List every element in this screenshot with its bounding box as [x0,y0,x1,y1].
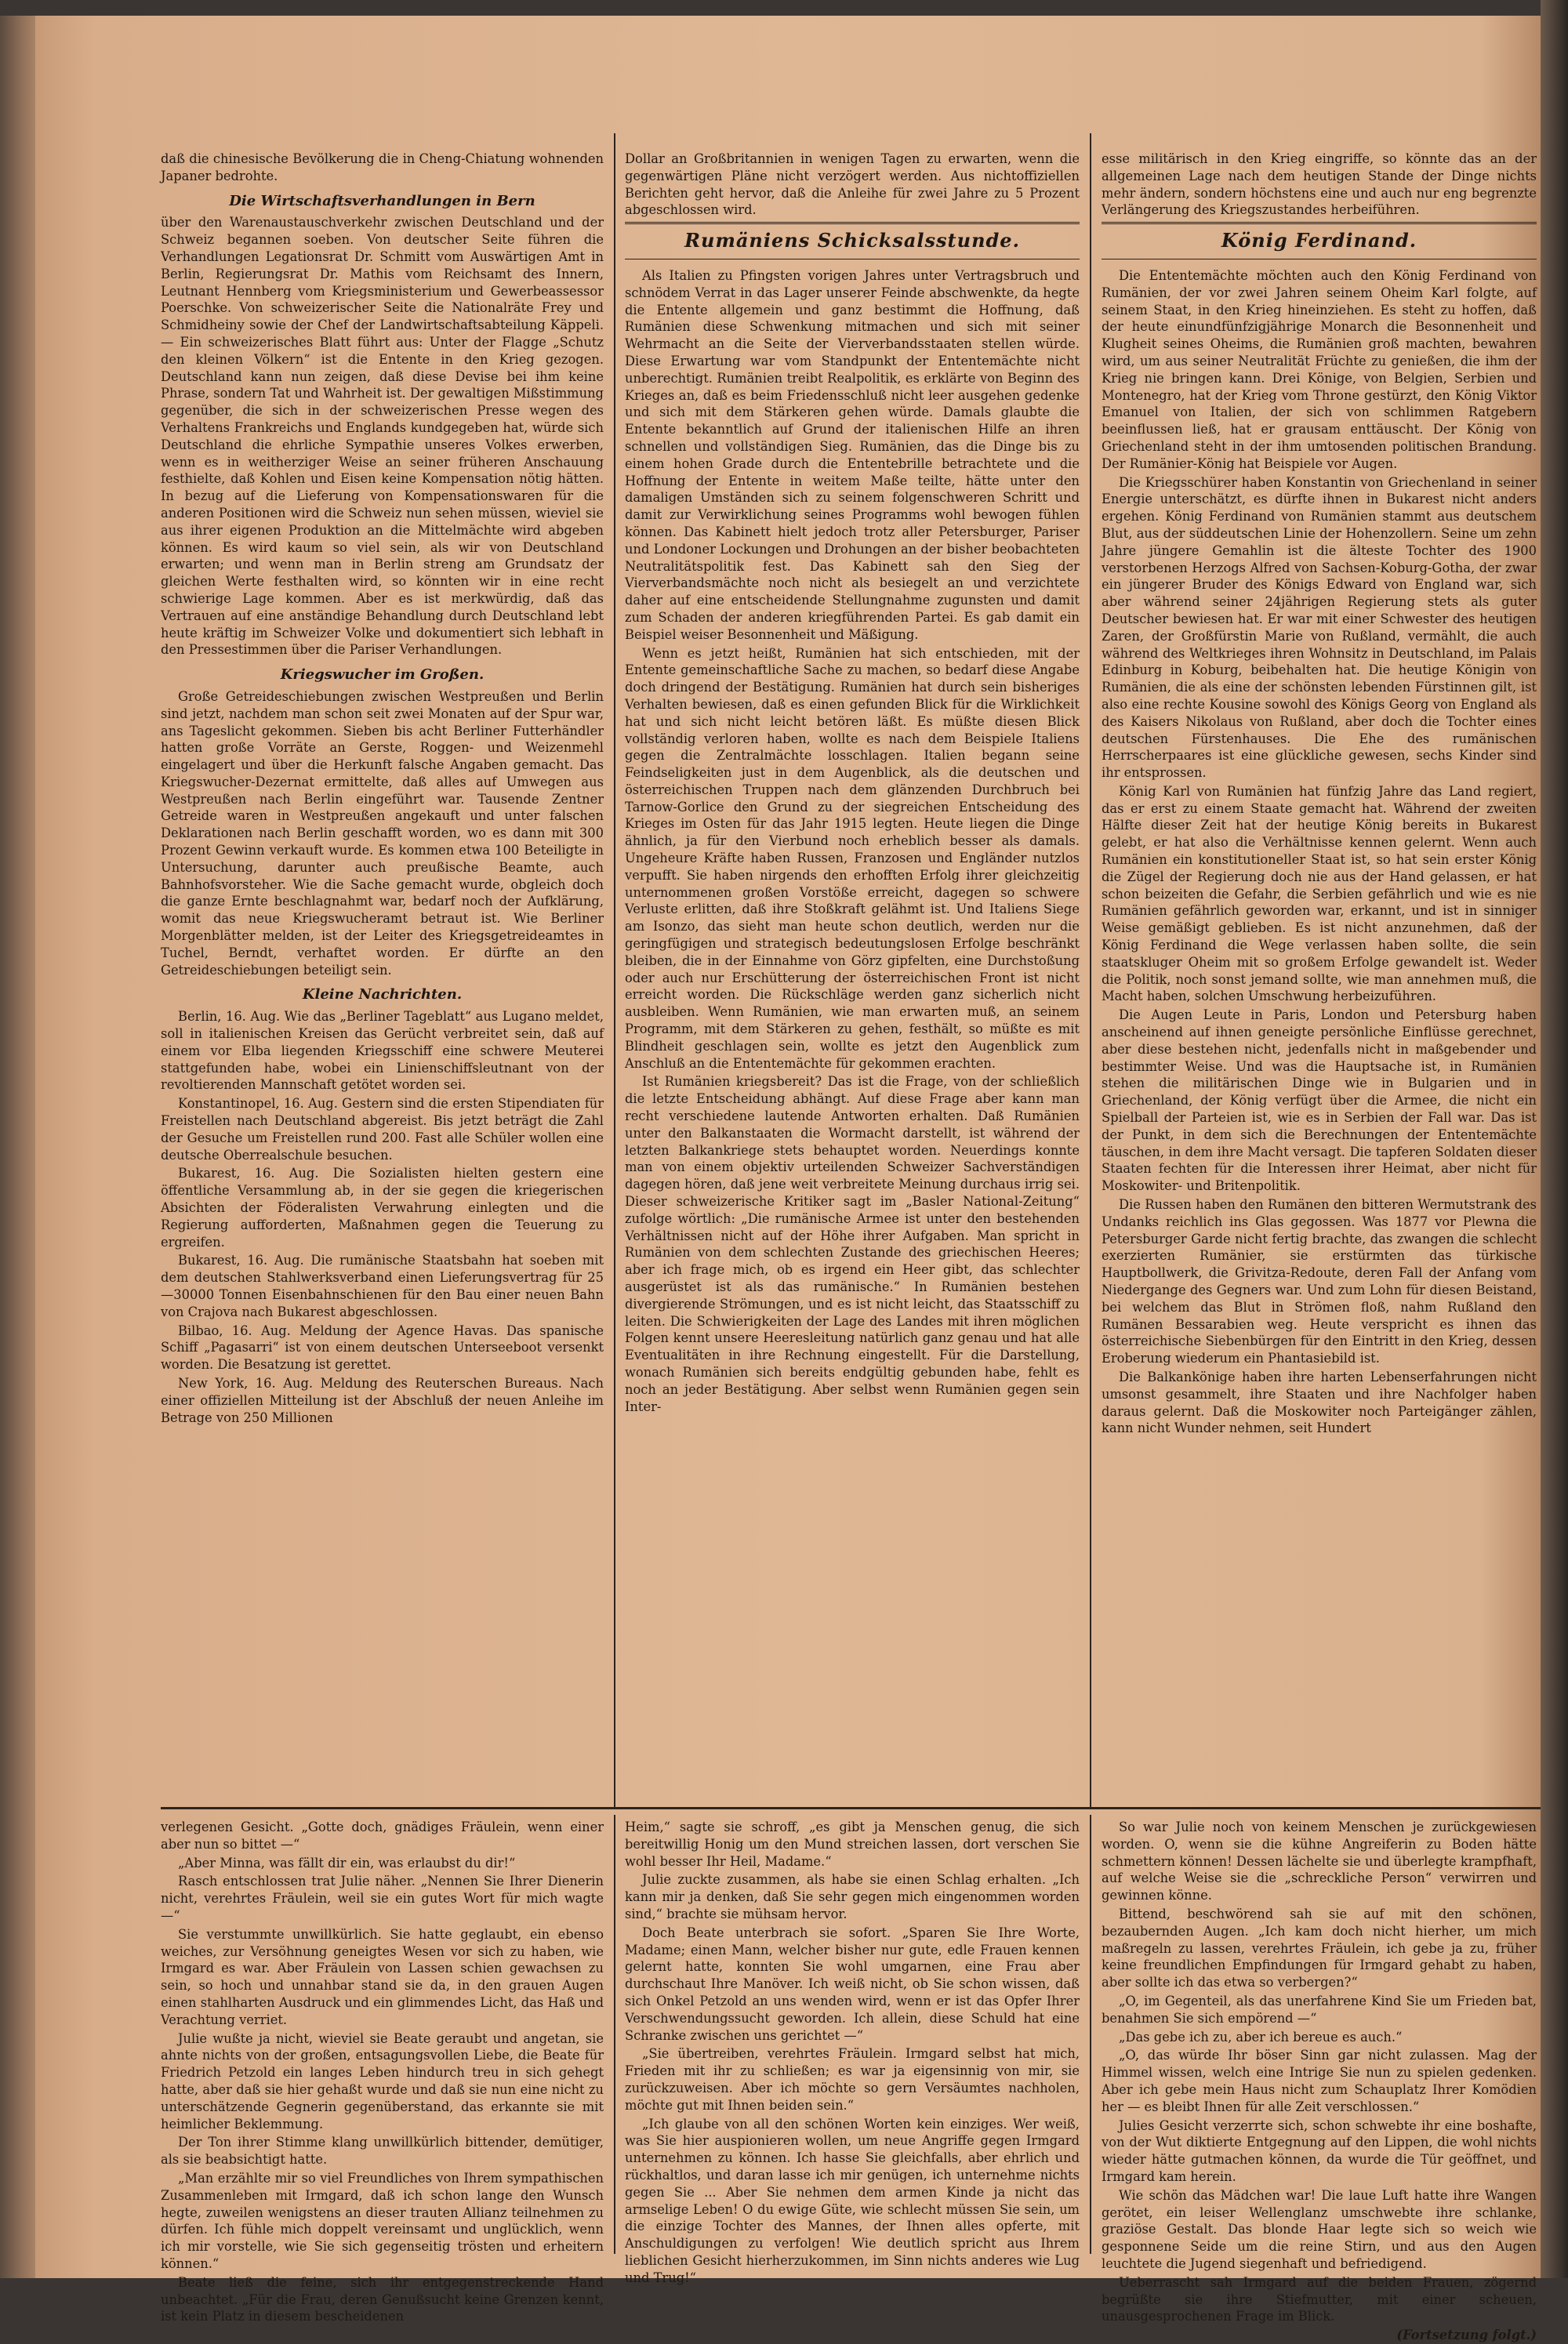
article-text: Die Balkankönige haben ihre harten Lebenserfahrungen nicht umsonst gesammelt, ihre Staaten und ihre Nachfolger haben daraus gelernt. Daß die Moskowiter noch Parteigänger zählen, kann nicht Wunder nehmen, seit Hundert [1102,1369,1537,1436]
article-continuation: daß die chinesische Bevölkerung die in Cheng-Chiatung wohnenden Japaner bedrohte. [161,151,604,183]
story-text: „Aber Minna, was fällt dir ein, was erlaubst du dir!“ [178,1855,516,1870]
article-text: König Karl von Rumänien hat fünfzig Jahre das Land regiert, das er erst zu einem Staate gemacht hat. Während der zweiten Hälfte dieser Zeit hat der heutige König bereits in Bukarest gelebt, er hat also die Verhältnisse kennen gelernt. Wenn auch Rumänien ein konstitutioneller Staat ist, so hat sein erster König die Zügel der Regierung doch nie aus der Hand gelassen, er hat schon beizeiten die Gefahr, die Serbien gefährlich und wie es nie Rumänien gefährlich geworden war, erkannt, und ist in sinniger Weise gemäßigt geblieben. Es ist nicht anzunehmen, daß der König Ferdinand die Wege verlassen haben sollte, die sein staatskluger Oheim mit so großem Erfolge gewandelt ist. Weder die Politik, noch sonst jemand sollte, wie man annehmen muß, die Macht haben, solchen Umschwung herbeizuführen. [1102,783,1537,1004]
story-text: „Das gebe ich zu, aber ich bereue es auch.“ [1119,2029,1403,2045]
article-continuation: esse militärisch in den Krieg eingriffe, so könnte das an der allgemeinen Lage nach dem heutigen Stande der Dinge nichts mehr ändern, sondern höchstens eine und auch nur eng begrenzte Verlängerung des Kriegszustandes herbeiführen. [1102,151,1537,218]
continuation-note: (Fortsetzung folgt.) [1396,2328,1537,2343]
story-text: So war Julie noch von keinem Menschen je zurückgewiesen worden. O, wenn sie die kühne Angreiferin zu Boden hätte schmettern können! Dessen lächelte sie und überlegte krampfhaft, auf welche Weise sie die „schreckliche Person“ verwirren und gewinnen könne. [1102,1820,1537,1903]
feuilleton-column-2 [625,1819,1080,2285]
article-continuation: Dollar an Großbritannien in wenigen Tagen zu erwarten, wenn die gegenwärtigen Pläne nicht verzögert werden. Aus nichtoffiziellen Berichten geht hervor, daß die Anleihe für zwei Jahre zu 5 Prozent abgeschlossen wird. [625,151,1080,218]
article-text: Ist Rumänien kriegsbereit? Das ist die Frage, von der schließlich die letzte Entscheidung abhängt. Auf diese Frage aber kann man recht verschiedene lautende Antworten erhalten. Daß Rumänien unter den Balkanstaaten die Wormacht darstellt, ist während der letzten Balkankriege stets behauptet worden. Neuerdings konnte man von einem objektiv urteilenden Schweizer Sachverständigen dagegen hören, daß jene weit verbreitete Meinung durchaus irrig sei. Dieser schweizerische Kritiker sagt im „Basler National-Zeitung“ zufolge wörtlich: „Die rumänische Armee ist unter den bestehenden Verhältnissen nicht auf der Höhe ihrer Aufgaben. Man spricht in Rumänien von dem schlechten Zustande des griechischen Heeres; aber ich frage mich, ob es irgend ein Heer gibt, das schlechter ausgerüstet ist als das rumänische.“ In Rumänien bestehen divergierende Strömungen, und es ist nicht leicht, das Staatsschiff zu leiten. Die Schwierigkeiten der Lage des Landes mit ihren möglichen Folgen kennt unsere Heeresleitung natürlich ganz genau und hat alle Eventualitäten in ihre Rechnung eingestellt. Für die Darstellung, wonach Rumänien sich bereits endgültig gebunden habe, fehlt es noch an jeder Bestätigung. Aber selbst wenn Rumänien gegen sein Inter- [625,1074,1080,1414]
headline-koenig-ferdinand: König Ferdinand. [1221,229,1417,252]
story-text: Heim,“ sagte sie schroff, „es gibt ja Menschen genug, die sich bereitwillig Honig um den Mund streichen lassen, dort verschen Sie wohl besser Ihr Heil, Madame.“ [625,1820,1080,1869]
column-3 [1102,151,1537,1806]
article-text: Als Italien zu Pfingsten vorigen Jahres unter Vertragsbruch und schnödem Verrat in das Lager unserer Feinde abschwenkte, da hegte die Entente allgemein und ganz bestimmt die Hoffnung, daß Rumänien diese Schwenkung mitmachen und sich mit seiner Wehrmacht an die Seite der Vierverbandsstaaten stellen würde. Diese Erwartung war vom Standpunkt der Ententemächte nicht unberechtigt. Rumänien treibt Realpolitik, es erklärte von Beginn des Krieges an, daß es beim Friedensschluß nicht leer ausgehen gedenke und sich mit dem Stärkeren gehen würde. Damals glaubte die Entente bekanntlich auf Grund der italienischen Hilfe an ihren schnellen und vollständigen Sieg. Rumänien, das die Dinge bis zu einem hohen Grade durch die Ententebrille betrachtete und die Hoffnung der Entente in weitem Maße teilte, hätte unter den damaligen Umständen sich zu seinem folgenschweren Schritt und damit zur Verwirklichung seines Programms wohl bewogen fühlen können. Das Kabinett hielt jedoch trotz aller Petersburger, Pariser und Londoner Lockungen und Drohungen an der bisher beobachteten Neutralitätspolitik fest. Das Kabinett sah den Sieg der Vierverbandsmächte noch nicht als besiegelt an und verzichtete daher auf eine entscheidende Stellungnahme zugunsten und damit zum Schaden der anderen kriegführenden Partei. Es gab damit ein Beispiel weiser Besonnenheit und Mäßigung. [625,267,1080,642]
story-text: Rasch entschlossen trat Julie näher. „Nennen Sie Ihrer Dienerin nicht, verehrtes Fräulein, weil sie ein gutes Wort für mich wagte —“ [161,1874,604,1923]
story-text: Bittend, beschwörend sah sie auf mit den schönen, bezaubernden Augen. „Ich kam doch nicht hierher, um mich maßregeln zu lassen, verehrtes Fräulein, ich gebe ja zu, früher keine freundlichen Empfindungen für Irmgard gehabt zu haben, aber sollte ich das etwa so verbergen?“ [1102,1906,1537,1990]
news-item: Bukarest, 16. Aug. Die rumänische Staatsbahn hat soeben mit dem deutschen Stahlwerksverband einen Lieferungsvertrag für 25—30000 Tonnen Eisenbahnschienen für den Bau einer neuen Bahn von Crajova nach Bukarest abgeschlossen. [161,1253,604,1319]
newspaper-page [35,16,1541,2343]
news-item: Berlin, 16. Aug. Wie das „Berliner Tageblatt“ aus Lugano meldet, soll in italienischen Kreisen das Gerücht verbreitet sein, daß auf einem vor Elba liegenden Kriegsschiff eine schwere Meuterei stattgefunden habe, wobei ein Linienschiffsleutnant von der revoltierenden Mannschaft getötet worden sei. [161,1009,604,1093]
story-text: Julie wußte ja nicht, wieviel sie Beate geraubt und angetan, sie ahnte nichts von der großen, entsagungsvollen Liebe, die Beate für Friedrich Petzold ein langes Leben hindurch treu in sich gehegt hatte, aber daß sie hier gehaßt wurde und daß sie nun eine nicht zu unterschätzende Gegnerin gegenüberstand, das erkannte sie mit heimlicher Beklemmung. [161,2030,604,2132]
article-text: Die Augen Leute in Paris, London und Petersburg haben anscheinend auf ihnen geneigte persönliche Einflüsse gerechnet, aber diese bestehen nicht, jedenfalls nicht in maßgebender und bestimmter Weise. Und was die Hauptsache ist, in Rumänien stehen die militärischen Dinge wie in Bulgarien und in Griechenland, der König verfügt über die Armee, die nicht ein Spielball der Parteien ist, wie es in Serbien der Fall war. Das ist der Punkt, in dem sich die Berechnungen der Ententemächte täuschen, in dem ihre Macht versagt. Die tapferen Soldaten dieser Staaten fechten für die Interessen ihrer Heimat, aber nicht für Moskowiter- und Britenpolitik. [1102,1007,1537,1194]
story-text: Der Ton ihrer Stimme klang unwillkürlich bittender, demütiger, als sie beabsichtigt hatte. [161,2135,604,2168]
story-text: Ueberrascht sah Irmgard auf die beiden Frauen, zögernd begrüßte sie ihre Stiefmutter, mit einer scheuen, unausgesprochenen Frage im Blick. [1102,2274,1537,2324]
story-text: Beate ließ die feine, sich ihr entgegenstreckende Hand unbeachtet. „Für die Frau, deren Genußsucht keine Grenzen kennt, ist kein Platz in diesem bescheidenen [161,2274,604,2324]
story-text: Julies Gesicht verzerrte sich, schon schwebte ihr eine boshafte, von der Wut diktierte Entgegnung auf den Lippen, die wohl nichts wieder hätte gutmachen können, da wurde die Tür geöffnet, und Irmgard kam herein. [1102,2117,1537,2184]
story-text: Sie verstummte unwillkürlich. Sie hatte geglaubt, ein ebenso weiches, zur Versöhnung geneigtes Wesen vor sich zu haben, wie Irmgard es war. Aber Fräulein von Lassen schien gewachsen zu sein, so hoch und unnahbar stand sie da, in den grauen Augen einen stahlharten Ausdruck und ein glimmendes Licht, das Haß und Verachtung verriet. [161,1926,604,2027]
story-text: „Man erzählte mir so viel Freundliches von Ihrem sympathischen Zusammenleben mit Irmgard, daß ich schon lange den Wunsch hegte, zuweilen wenigstens an dieser trauten Allianz teilnehmen zu dürfen. Ich fühle mich doppelt vereinsamt und unglücklich, wenn ich mir vorstelle, wie Sie sich gegenseitig trösten und erheitern können.“ [161,2170,604,2271]
article-text: Die Ententemächte möchten auch den König Ferdinand von Rumänien, der vor zwei Jahren seinem Oheim Karl folgte, auf seinem Staat, in den Krieg hineinziehen. Es steht zu hoffen, daß der heute einundfünfzigjährige Monarch die Besonnenheit und Klugheit seines Oheims, die Rumänien groß machten, bewahren wird, um aus seiner Neutralität Früchte zu genießen, die ihm der Krieg nie bringen kann. Drei Könige, von Belgien, Serbien und Montenegro, hat der Krieg vom Throne gestürzt, den König Viktor Emanuel von Italien, der sich von schlimmen Ratgebern beeinflussen ließ, hat er grausam enttäuscht. Der König von Griechenland steht in der ihm umtosenden politischen Brandung. Der Rumänier-König hat Beispiele vor Augen. [1102,267,1537,471]
news-item: Bukarest, 16. Aug. Die Sozialisten hielten gestern eine öffentliche Versammlung ab, in der sie gegen die kriegerischen Absichten der Föderalisten Verwahrung einlegten und die Regierung aufforderten, Maßnahmen gegen die Teuerung zu ergreifen. [161,1166,604,1250]
news-item: New York, 16. Aug. Meldung des Reuterschen Bureaus. Nach einer offiziellen Mitteilung ist der Abschluß der neuen Anleihe im Betrage von 250 Millionen [161,1375,604,1425]
column-rule [1090,1815,1091,2254]
feuilleton-rule [161,1807,1541,1809]
headline-kleine-nachrichten: Kleine Nachrichten. [302,986,463,1003]
binding-edge [1541,0,1568,2278]
headline-wirtschaft: Die Wirtschaftsverhandlungen in Bern [229,192,535,209]
column-rule [1090,133,1091,1807]
story-text: „O, im Gegenteil, als das unerfahrene Kind Sie um Frieden bat, benahmen Sie sich empörend —“ [1102,1993,1537,2026]
headline-kriegswucher: Kriegswucher im Großen. [280,666,485,684]
article-text: über den Warenaustauschverkehr zwischen Deutschland und der Schweiz begannen soeben. Von deutscher Seite führen die Verhandlungen Legationsrat Dr. Schmitt vom Auswärtigen Amt in Berlin, Regierungsrat Dr. Mathis vom Reichsamt des Innern, Leutnant Hennberg vom Kriegsministerium und Gewerbeassessor Poerschke. Von schweizerischer Seite die Nationalräte Frey und Schmidheiny sowie der Chef der Landwirtschaftsabteilung Käppeli. — Ein schweizerisches Blatt führt aus: Unter der Flagge „Schutz den kleinen Völkern“ ist die Entente in den Krieg gezogen. Deutschland kann nun zeigen, daß diese Devise bei ihm keine Phrase, sondern Tat und Wahrheit ist. Der gewaltigen Mißstimmung gegenüber, die sich in der schweizerischen Presse wegen des Verhaltens Frankreichs und Englands kundgegeben hat, würde sich Deutschland die ehrliche Sympathie unseres Volkes erwerben, wenn es in weitherziger Weise an seiner früheren Anschauung festhielte, daß Kohlen und Eisen keine Kompensation nötig hätten. In bezug auf die Lieferung von Kompensationswaren für die anderen Positionen wird die Schweiz nun sehen müssen, wieviel sie aus ihrer eigenen Produktion an die Mittelmächte wird abgeben können. Es wird kaum so viel sein, als wir von Deutschland erwarten; und wenn man in Berlin streng am Grundsatz der gleichen Werte festhalten wird, so könnten wir in eine recht schwierige Lage kommen. Aber es ist merkwürdig, daß das Vertrauen auf eine anständige Behandlung durch Deutschland lebt heute kräftig im Schweizer Volke und dokumentiert sich lebhaft in den Pressestimmen über die Pariser Verhandlungen. [161,215,604,658]
story-text: „Sie übertreiben, verehrtes Fräulein. Irmgard selbst hat mich, Frieden mit ihr zu schließen; es war ja eigensinnig von mir, sie zurückzuweisen. Aber ich möchte so gern Versäumtes nachholen, möchte gut mit Ihnen beiden sein.“ [625,2046,1080,2113]
headline-box [625,222,1080,259]
news-item: Bilbao, 16. Aug. Meldung der Agence Havas. Das spanische Schiff „Pagasarri“ ist von einem deutschen Unterseeboot versenkt worden. Die Besatzung ist gerettet. [161,1323,604,1373]
book-spine [0,16,35,2278]
article-text: Die Russen haben den Rumänen den bitteren Wermutstrank des Undanks reichlich ins Glas gegossen. Was 1877 vor Plewna die Petersburger Garde nicht fertig brachte, das zwangen die schlecht exerzierten Rumänier, sie erstürmten das türkische Hauptbollwerk, die Grivitza-Redoute, deren Fall der Anfang vom Niedergange des Gegners war. Und zum Lohn für diesen Beistand, bei welchem das Blut in Strömen floß, nahm Rußland den Rumänen Bessarabien weg. Heute verspricht es ihnen das österreichische Siebenbürgen für den Eintritt in den Krieg, dessen Eroberung wiederum ein Phantasiebild ist. [1102,1197,1537,1366]
story-text: „Ich glaube von all den schönen Worten kein einziges. Wer weiß, was Sie hier auspionieren wollen, um neue Angriffe gegen Irmgard unternehmen zu können. Ich hasse Sie gleichfalls, aber ehrlich und rückhaltlos, und daran lasse ich mir genügen, ich unternehme nichts gegen Sie ... Aber Sie nehmen dem armen Kinde ja nicht das armselige Leben! O du ewige Güte, wie schlecht müssen Sie sein, um die einzige Tochter des Mannes, der Ihnen alles opferte, mit Anschuldigungen zu verfolgen! Wie deutlich spricht aus Ihrem lieblichen Gesicht hierherzukommen, im Sinn nichts anderes wie Lug und Trug!“ [625,2116,1080,2285]
story-text: „O, das würde Ihr böser Sinn gar nicht zulassen. Mag der Himmel wissen, welch eine Intrige Sie nun zu spielen gedenken. Aber ich gebe mein Haus nicht zum Schauplatz Ihrer Komödien her — es bleibt Ihnen für alle Zeit verschlossen.“ [1102,2048,1537,2114]
story-text: Doch Beate unterbrach sie sofort. „Sparen Sie Ihre Worte, Madame; einen Mann, welcher bisher nur gute, edle Frauen kennen gelernt hatte, konnten Sie wohl umgarnen, eine Frau aber durchschaut Ihre Manöver. Ich weiß nicht, ob Sie schon wissen, daß sich Onkel Petzold an uns wenden wird, wenn er ist das Opfer Ihrer Verschwendungssucht geworden. Ich allein, diese Schuld hat eine Schranke zwischen uns gerichtet —“ [625,1925,1080,2043]
column-rule [614,133,615,1807]
article-text: Große Getreideschiebungen zwischen Westpreußen und Berlin sind jetzt, nachdem man schon seit zwei Monaten auf der Spur war, ans Tageslicht gekommen. Sieben bis acht Berliner Futterhändler hatten große Vorräte an Gerste, Roggen- und Weizenmehl eingelagert und über die Herkunft falsche Angaben gemacht. Das Kriegswucher-Dezernat ermittelte, daß alles auf Umwegen aus Westpreußen nach Berlin eingeführt war. Tausende Zentner Getreide waren in Westpreußen angekauft und unter falschen Deklarationen nach Berlin geschafft worden, wo es dann mit 300 Prozent Gewinn verkauft wurde. Es kommen etwa 100 Beteiligte in Untersuchung, darunter auch preußische Beamte, auch Bahnhofsvorsteher. Wie die Sache gemacht wurde, obgleich doch die ganze Ernte beschlagnahmt war, bedarf noch der Aufklärung, womit das neue Kriegswucheramt betraut ist. Wie Berliner Morgenblätter melden, ist der Leiter des Kriegsgetreideamtes in Tuchel, Berndt, verhaftet worden. Er dürfte an den Getreideschiebungen beteiligt sein. [161,688,604,978]
column-2 [625,151,1080,1806]
story-text: Wie schön das Mädchen war! Die laue Luft hatte ihre Wangen gerötet, ein leiser Wellenglanz umschwebte ihre schlanke, graziöse Gestalt. Das blonde Haar legte sich so weich wie gesponnene Seide um die reine Stirn, und aus den Augen leuchtete die Jugend siegenhaft und befriedigend. [1102,2187,1537,2271]
headline-rumaenien: Rumäniens Schicksalsstunde. [684,229,1020,252]
story-text: Julie zuckte zusammen, als habe sie einen Schlag erhalten. „Ich kann mir ja denken, daß Sie sehr gegen mich eingenommen worden sind,“ brachte sie mühsam hervor. [625,1872,1080,1921]
column-1 [161,151,604,1806]
article-text: Wenn es jetzt heißt, Rumänien hat sich entschieden, mit der Entente gemeinschaftliche Sache zu machen, so bedarf diese Angabe doch dringend der Bestätigung. Rumänien hat durch sein bisheriges Verhalten bewiesen, daß es einen gefunden Blick für die Wirklichkeit hat und sich nicht leicht betören läßt. Es müßte diesen Blick vollständig verloren haben, wollte es nach dem Beispiele Italiens gegen die Zentralmächte losschlagen. Italien begann seine Feindseligkeiten just in dem Augenblick, als die deutschen und österreichischen Truppen nach dem glänzenden Durchbruch bei Tarnow-Gorlice den Grund zu der siegreichen Entscheidung des Krieges im Osten für das Jahr 1915 legten. Heute liegen die Dinge ähnlich, ja für den Vierbund noch erheblich besser als damals. Ungeheure Kräfte haben Russen, Franzosen und Engländer nutzlos verpufft. Sie haben nirgends den erhofften Erfolg ihrer gleichzeitig unternommenen großen Vorstöße erreicht, dagegen so schwere Verluste erlitten, daß ihre Stoßkraft gelähmt ist. Und Italiens Siege am Isonzo, das sieht man heute schon deutlich, werden nur die geringfügigen und strategisch bedeutungslosen Erfolge beschränkt bleiben, die in der Einnahme von Görz gipfelten, eine Durchstoßung oder auch nur Erschütterung der österreichischen Front ist nicht erreicht worden. Die Rückschläge werden ganz sicherlich nicht ausbleiben. Wenn Rumänien, wie man erwarten muß, an seinem Programm, mit dem Stärkeren zu gehen, festhält, so müßte es mit Blindheit geschlagen sein, wollte es jetzt den Augenblick zum Anschluß an die Ententemächte für gekommen erachten. [625,645,1080,1071]
story-text: verlegenen Gesicht. „Gotte doch, gnädiges Fräulein, wenn einer aber nun so bittet —“ [161,1820,604,1852]
feuilleton-column-3 [1102,1819,1537,2343]
news-item: Konstantinopel, 16. Aug. Gestern sind die ersten Stipendiaten für Freistellen nach Deutschland abgereist. Bis jetzt beträgt die Zahl der Gesuche um Freistellen rund 200. Fast alle Schüler wollen eine deutsche Oberrealschule besuchen. [161,1096,604,1163]
feuilleton-column-1 [161,1819,604,2324]
article-text: Die Kriegsschürer haben Konstantin von Griechenland in seiner Energie unterschätzt, es dürfte ihnen in Bukarest nicht anders ergehen. König Ferdinand von Rumänien stammt aus deutschem Blut, aus der süddeutschen Linie der Hohenzollern. Seine um zehn Jahre jüngere Gemahlin ist die älteste Tochter des 1900 verstorbenen Herzogs Alfred von Sachsen-Koburg-Gotha, der zwar ein jüngerer Bruder des Königs Edward von England war, sich aber während seiner 24jährigen Regierung stets als guter Deutscher bewiesen hat. Er war mit einer Schwester des heutigen Zaren, der Großfürstin Marie von Rußland, vermählt, die auch während des Weltkrieges ihren Wohnsitz in Deutschland, im Palais Edinburg in Koburg, beibehalten hat. Die heutige Königin von Rumänien, die als eine der schönsten lebenden Fürstinnen gilt, ist also eine rechte Kousine sowohl des Königs Georg von England als des Kaisers Nikolaus von Rußland, aber doch die Tochter eines deutschen Fürstenhauses. Die Ehe des rumänischen Herrscherpaares ist eine glückliche gewesen, sechs Kinder sind ihr entsprossen. [1102,474,1537,781]
headline-box [1102,222,1537,259]
column-rule [614,1815,615,2254]
